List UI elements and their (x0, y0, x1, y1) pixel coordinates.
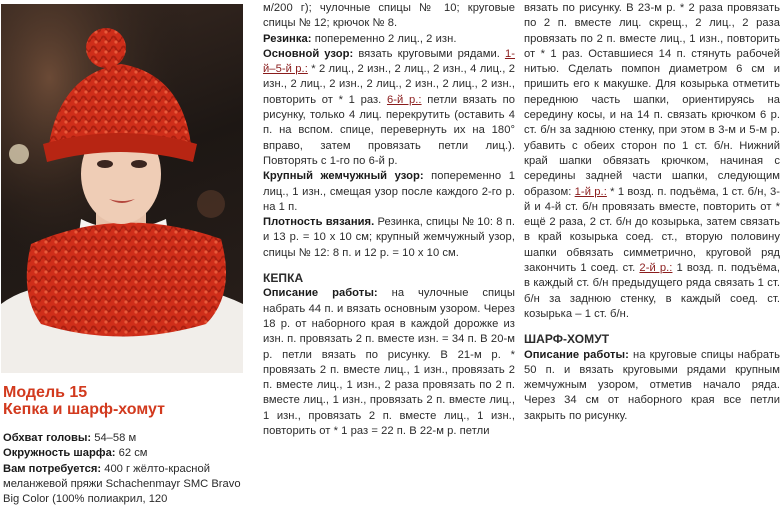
cap-heading: КЕПКА (263, 271, 304, 286)
spec-need-label: Вам потребуется: (3, 462, 102, 475)
spec-head-value: 54–58 м (94, 432, 137, 444)
rows-1-5-label: 1-й–5-й р.: (263, 47, 515, 76)
spec-need (3, 462, 248, 507)
density-text: Резинка, спицы № 10: 8 п. и 13 р. = 10 х 10 см; крупный жемчужный узор, спицы № 12: 8 п. и 12 р. = 10 х 10 см. (263, 216, 515, 259)
main-text-c: петли вязать по рисунку, только 4 лиц. перекрутить (оставить 4 п. на вспом. спице, перевернуть их на 180° вправо, затем провязать петли лиц.). Повторять с 1-го по 6-й р. (263, 93, 515, 167)
density-label: Плотность вязания. (263, 216, 375, 229)
pearl-label: Крупный жемчужный узор: (263, 170, 424, 183)
spec-need-value: 400 г жёлто-красной меланжевой пряжи Schachenmayr SMC Bravo Big Color (100% полиакрил, 120 (3, 462, 241, 506)
cap-desc-text: на чулочные спицы набрать 44 п. и вязать основным узором. Через 18 р. от наборного края в каждой дорожке из изн. п. провязать 2 п. вместе изн. = 34 п. В 20-м р. петли вязать по рисунку. В 21-м р. * провязать 2 п. вместе лиц., 1 изн., провязать 2 п. вместе лиц., 1 изн., 2 раза провязать по 2 п. вместе лиц., 1 изн., провязать 2 п. вместе лиц., 1 изн., провязать 2 п. вместе лиц., 1 изн., повторить от * 1 раз = 22 п. В 22-м р. петли (263, 287, 515, 438)
scarf-description (524, 348, 780, 424)
model-heading (3, 384, 243, 418)
model-title: Кепка и шарф-хомут (3, 401, 165, 418)
main-text-b: * 2 лиц., 2 изн., 2 лиц., 2 изн., 4 лиц., 2 изн., 2 лиц., 2 изн., 2 лиц., 2 изн., 2 лиц., 2 изн., повторить от * 1 раз. (263, 63, 515, 106)
scarf-desc-label: Описание работы: (524, 348, 629, 361)
row-1-label: 1-й р.: (574, 185, 607, 198)
spec-scarf (3, 446, 248, 461)
row-6-label: 6-й р.: (386, 93, 422, 106)
cap-desc-label: Описание работы: (263, 287, 378, 300)
spec-scarf-label: Окружность шарфа: (3, 447, 116, 460)
column-right (524, 1, 780, 424)
main-text-a: вязать круговыми рядами. (358, 47, 500, 60)
cap-continued (524, 1, 780, 322)
cap-description (263, 286, 515, 439)
main-pattern (263, 47, 515, 169)
photo-illustration (1, 4, 243, 373)
row-2-label: 2-й р.: (639, 262, 673, 275)
pearl-pattern (263, 169, 515, 215)
scarf-heading: ШАРФ-ХОМУТ (524, 332, 610, 347)
spec-head (3, 431, 248, 446)
materials-continued: м/200 г); чулочные спицы № 10; круговые спицы № 12; крючок № 8. (263, 2, 515, 30)
pearl-text: попеременно 1 лиц., 1 изн., смещая узор после каждого 2-го р. на 1 п. (263, 170, 515, 213)
main-label: Основной узор: (263, 47, 354, 60)
column-middle (263, 1, 515, 439)
model-photo (1, 4, 243, 373)
spec-scarf-value: 62 см (118, 447, 148, 460)
spec-head-label: Обхват головы: (3, 432, 92, 444)
rib-text: попеременно 2 лиц., 2 изн. (314, 32, 457, 45)
cap-text-c: 1 возд. п. подъёма, в каждый ст. б/н предыдущего ряда связать 1 ст. б/н за заднюю стенку, в каждый соед. ст. козырька – 1 ст. б/н. (524, 262, 780, 320)
rib-pattern (263, 32, 515, 47)
rib-label: Резинка: (263, 32, 312, 45)
cap-text-a: вязать по рисунку. В 23-м р. * 2 раза провязать по 2 п. вместе лиц. скрещ., 2 лиц., 2 раза провязать по 2 п. вместе лиц., 1 изн., повторить от * 1 раз. Оставшиеся 14 п. стянуть рабочей нитью. Сделать помпон диаметром 6 см и пришить его к макушке. Для козырька отметить переднюю часть шапки, ориентируясь на середину косы, и на 14 п. связать крючком 6 р. ст. б/н за заднюю стенку, при этом в 3-м и 5-м р. убавить с обеих сторон по 1 ст. б/н. Нижний край шапки обвязать крючком, начиная с середины задней части шапки, следующим образом: (524, 2, 780, 198)
specs-block (3, 431, 248, 507)
scarf-desc-text: на круговые спицы набрать 50 п. и вязать круговыми рядами крупным жемчужным узором, отметив начало ряда. Через 34 см от наборного края все петли закрыть по рисунку. (524, 348, 780, 422)
model-number: Модель 15 (3, 384, 88, 401)
cap-text-b: * 1 возд. п. подъёма, 1 ст. б/н, 3-й и 4-й ст. б/н провязать вместе, повторить от * ещё 2 раза, 2 ст. б/н до козырька, затем связать в край козырька соед. ст., вторую половину шапки обвязать симметрично, круговой ряд закончить 1 соед. ст. (524, 185, 780, 275)
gauge (263, 215, 515, 261)
